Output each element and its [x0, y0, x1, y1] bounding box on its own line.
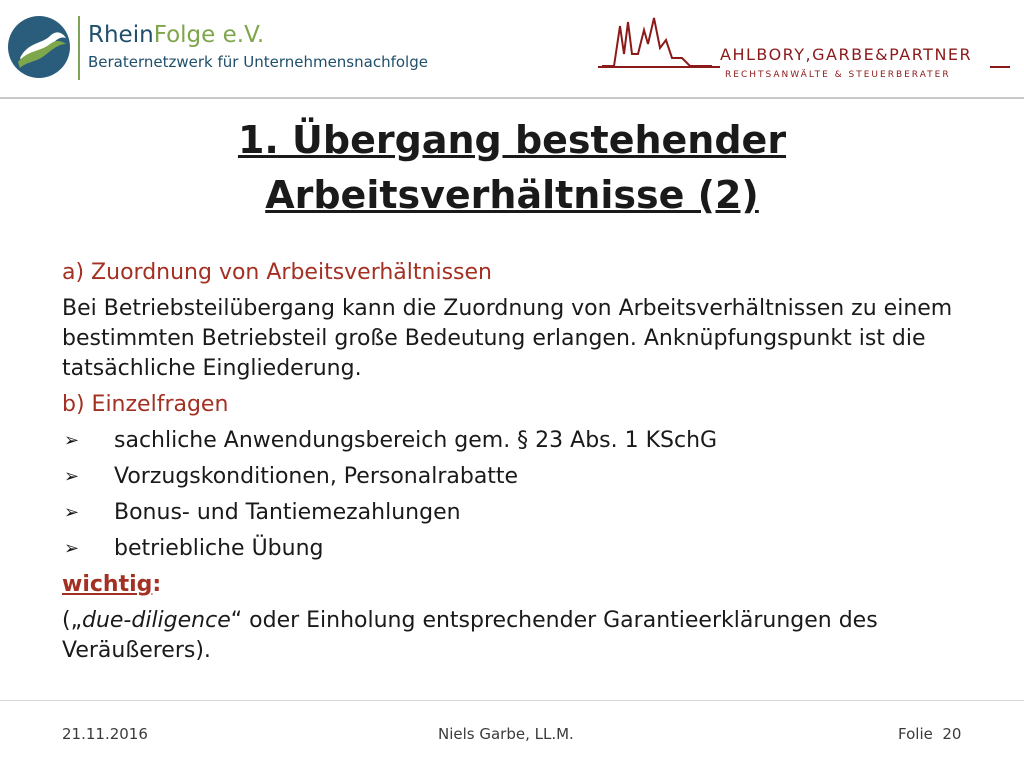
section-a-paragraph: Bei Betriebsteilübergang kann die Zuordnung von Arbeitsverhältnissen zu einem bestimmten Betriebsteil große Bedeutung erlangen. Anknüpfungspunkt ist die tatsächliche Eingliederung.	[62, 296, 953, 381]
important-colon: :	[152, 572, 162, 597]
bullet-text: Vorzugskonditionen, Personalrabatte	[114, 464, 519, 489]
ahlbory-rule-right	[990, 66, 1010, 68]
footer-date: 21.11.2016	[62, 725, 148, 743]
folie-number: 20	[942, 725, 962, 743]
note-term: due-diligence	[81, 608, 231, 633]
arrow-bullet-icon: ➢	[64, 430, 80, 451]
rheinfolge-divider	[78, 16, 80, 80]
note-rest: “ oder Einholung entsprechender Garantieerklärungen des Veräußerers).	[62, 608, 878, 663]
slide-title	[120, 113, 904, 223]
rheinfolge-name-part2: Folge e.V.	[153, 22, 265, 48]
skyline-icon	[598, 14, 716, 70]
arrow-bullet-icon: ➢	[64, 466, 80, 487]
bullet-item	[62, 498, 982, 528]
important-word: wichtig	[62, 572, 153, 597]
slide-title-line2: Arbeitsverhältnisse (2)	[265, 173, 759, 217]
rheinfolge-subtitle: Beraternetzwerk für Unternehmensnachfolge	[88, 53, 428, 71]
ahlbory-rule-left	[598, 66, 720, 68]
bullet-text: sachliche Anwendungsbereich gem. § 23 Abs. 1 KSchG	[114, 428, 718, 453]
bullet-item	[62, 462, 982, 492]
footer-author: Niels Garbe, LL.M.	[438, 725, 574, 743]
ahlbory-subtitle: RECHTSANWÄLTE & STEUERBERATER	[725, 70, 951, 80]
bullet-item	[62, 534, 982, 564]
important-label	[62, 570, 982, 600]
ahlbory-name: AHLBORY,GARBE&PARTNER	[720, 45, 973, 64]
footer-divider	[0, 700, 1024, 701]
note-open: („	[62, 608, 82, 633]
section-a-heading: a) Zuordnung von Arbeitsverhältnissen	[62, 260, 492, 285]
bullet-text: betriebliche Übung	[114, 536, 324, 561]
header-divider	[0, 97, 1024, 99]
arrow-bullet-icon: ➢	[64, 502, 80, 523]
arrow-bullet-icon: ➢	[64, 538, 80, 559]
rheinfolge-name	[88, 22, 264, 48]
bullet-item	[62, 426, 982, 456]
slide-title-line1: 1. Übergang bestehender	[237, 118, 787, 162]
section-b-heading: b) Einzelfragen	[62, 392, 229, 417]
footer-slide-number	[898, 725, 961, 743]
folie-label: Folie	[898, 725, 933, 743]
slide-body	[62, 258, 982, 672]
important-note	[62, 606, 982, 666]
rheinfolge-emblem-icon	[6, 14, 72, 80]
rheinfolge-name-part1: Rhein	[88, 22, 154, 48]
bullet-text: Bonus- und Tantiemezahlungen	[114, 500, 461, 525]
